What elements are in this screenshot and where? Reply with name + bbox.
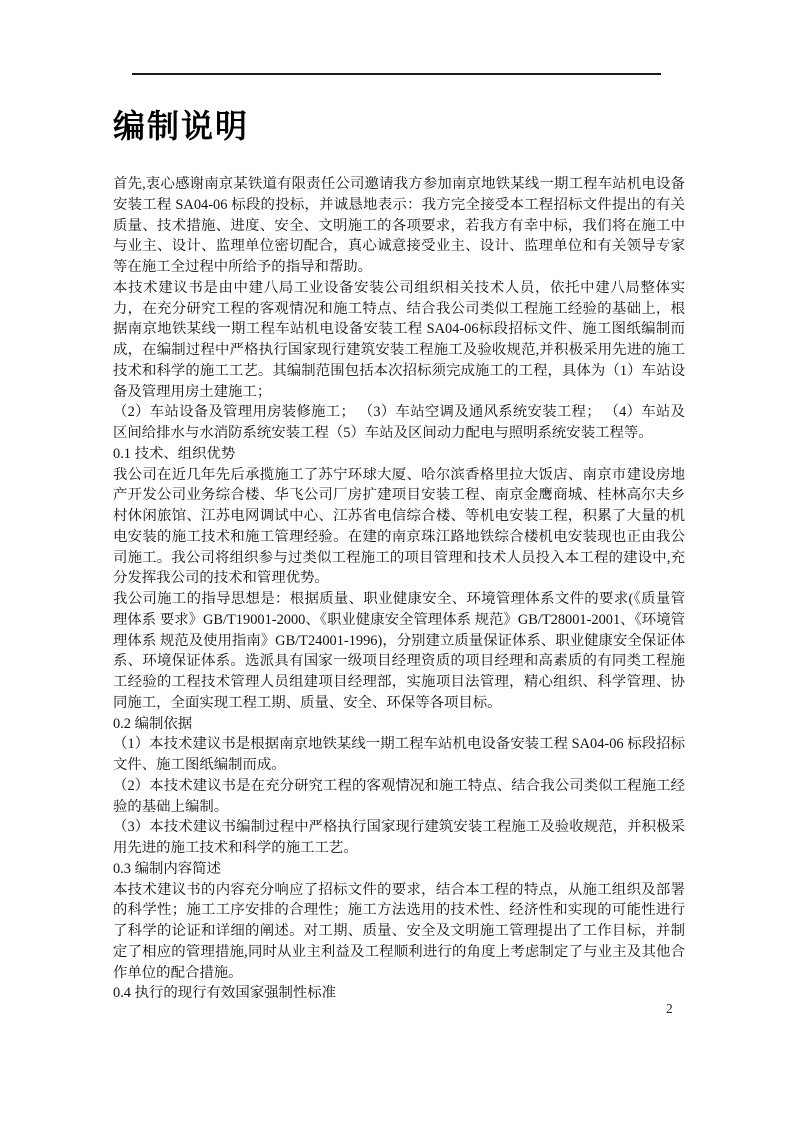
page-title: 编制说明 xyxy=(113,108,250,144)
paragraph: （1）本技术建议书是根据南京地铁某线一期工程车站机电设备安装工程 SA04-06 标段招标文件、施工图纸编制而成。 xyxy=(113,736,685,773)
page-number: 2 xyxy=(666,1001,673,1016)
section-heading: 0.4 执行的现行有效国家强制性标准 xyxy=(113,985,337,1002)
document-body xyxy=(113,174,685,1004)
paragraph: （2）车站设备及管理用房装修施工； （3）车站空调及通风系统安装工程； （4）车站及区间给排水与水消防系统安装工程（5）车站及区间动力配电与照明系统安装工程等。 xyxy=(113,404,685,441)
section-heading: 0.2 编制依据 xyxy=(113,715,193,732)
paragraph: （2）本技术建议书是在充分研究工程的客观情况和施工特点、结合我公司类似工程施工经验的基础上编制。 xyxy=(113,777,685,815)
paragraph: 本技术建议书的内容充分响应了招标文件的要求，结合本工程的特点，从施工组织及部署的科学性；施工工序安排的合理性；施工方法选用的技术性、经济性和实现的可能性进行了科学的论证和详细的阐述。对工期、质量、安全及文明施工管理提出了工作目标，并制定了相应的管理措施,同时从业主利益及工程顺利进行的角度上考虑制定了与业主及其他合作单位的配合措施。 xyxy=(113,881,685,981)
paragraph: 我公司在近几年先后承揽施工了苏宁环球大厦、哈尔滨香格里拉大饭店、南京市建设房地产开发公司业务综合楼、华飞公司厂房扩建项目安装工程、南京金鹰商城、桂林高尔夫乡村休闲旅馆、江苏电网调试中心、江苏省电信综合楼、等机电安装工程，积累了大量的机电安装的施工技术和施工管理经验。在建的南京珠江路地铁综合楼机电安装现也正由我公司施工。我公司将组织参与过类似工程施工的项目管理和技术人员投入本工程的建设中,充分发挥我公司的技术和管理优势。 xyxy=(113,466,685,587)
paragraph: 本技术建议书是由中建八局工业设备安装公司组织相关技术人员，依托中建八局整体实力，在充分研究工程的客观情况和施工特点、结合我公司类似工程施工经验的基础上，根据南京地铁某线一期工程车站机电设备安装工程 SA04-06标段招标文件、施工图纸编制而成，在编制过程中严格执行国家现行建筑安装工程施工及验收规范,并积极采用先进的施工技术和科学的施工工艺。其编制范围包括本次招标须完成施工的工程，具体为（1）车站设备及管理用房土建施工； xyxy=(113,279,685,400)
header-rule xyxy=(132,73,661,75)
section-heading: 0.3 编制内容简述 xyxy=(113,860,221,877)
document-content xyxy=(113,104,685,1004)
section-heading: 0.1 技术、组织优势 xyxy=(113,445,236,462)
paragraph: 我公司施工的指导思想是：根据质量、职业健康安全、环境管理体系文件的要求(《质量管理体系 要求》GB/T19001-2000、《职业健康安全管理体系 规范》GB/T28001-2001、《环境管理体系 规范及使用指南》GB/T24001-1996)，分别建立质量保证体系、职业健康安全保证体系、环境保证体系。选派具有国家一级项目经理资质的项目经理和高素质的有同类工程施工经验的工程技术管理人员组建项目经理部，实施项目法管理，精心组织、科学管理、协同施工，全面实现工程工期、质量、安全、环保等各项目标。 xyxy=(113,591,685,711)
paragraph: （3）本技术建议书编制过程中严格执行国家现行建筑安装工程施工及验收规范，并积极采用先进的施工技术和科学的施工工艺。 xyxy=(113,819,685,856)
paragraph: 首先,衷心感谢南京某铁道有限责任公司邀请我方参加南京地铁某线一期工程车站机电设备安装工程 SA04-06 标段的投标，并诚恳地表示：我方完全接受本工程招标文件提出的有关质量、技术措施、进度、安全、文明施工的各项要求，若我方有幸中标，我们将在施工中与业主、设计、监理单位密切配合，真心诚意接受业主、设计、监理单位和有关领导专家等在施工全过程中所给予的指导和帮助。 xyxy=(113,176,685,275)
